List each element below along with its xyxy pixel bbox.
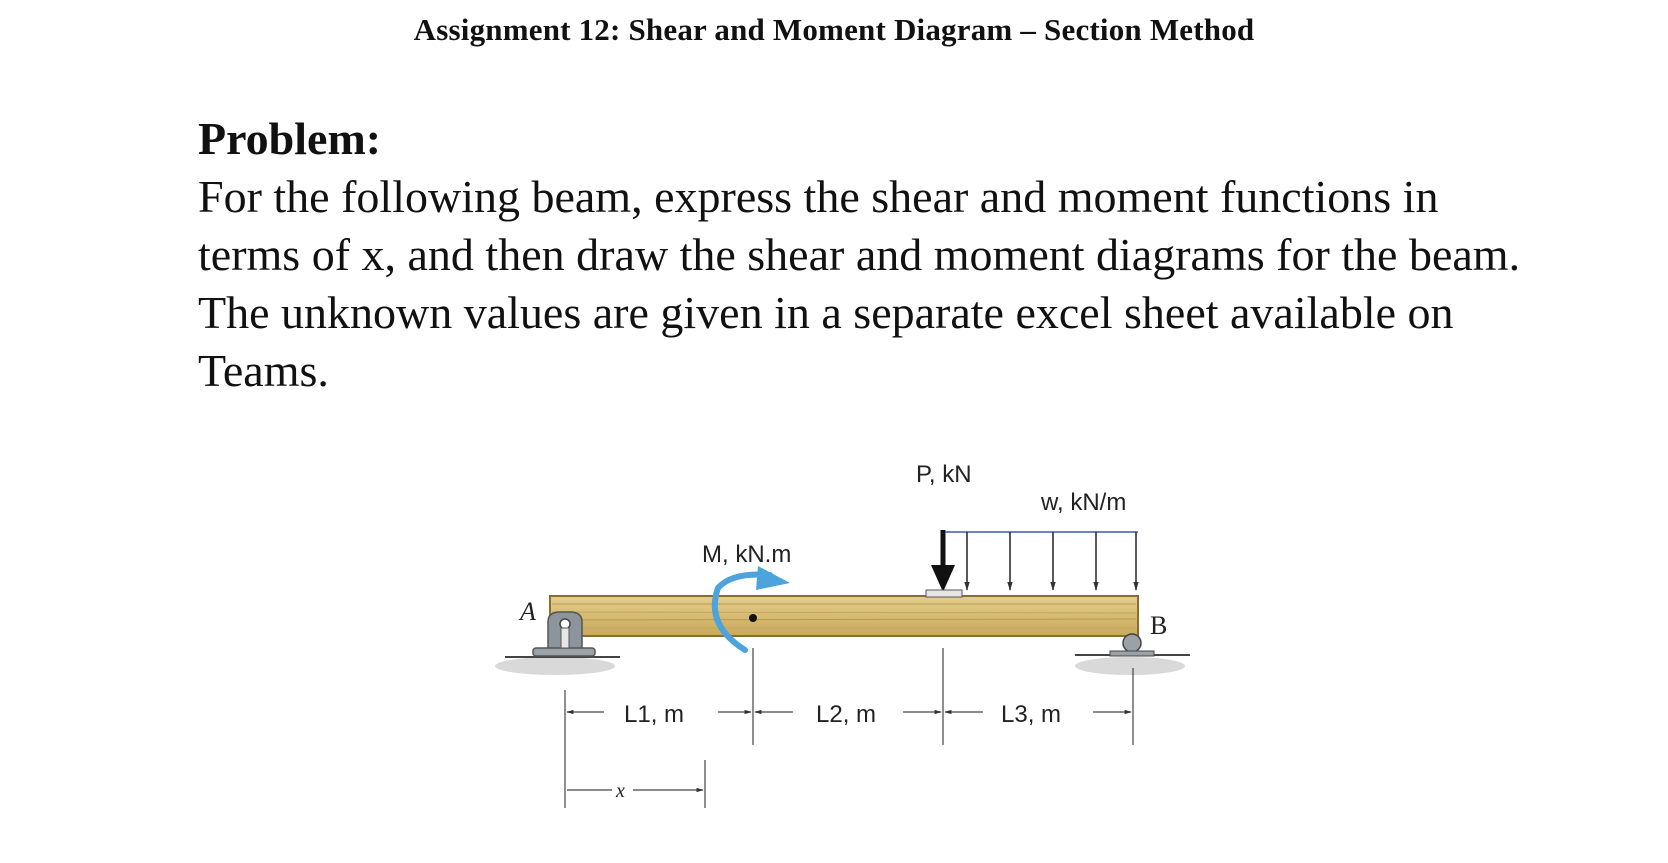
problem-paragraph-1: For the following beam, express the shear and moment functions in terms of x, and then draw the shear and moment diagrams for the beam. <box>198 171 1521 280</box>
dimension-lines <box>565 648 1133 808</box>
problem-paragraph-2: The unknown values are given in a separate excel sheet available on Teams. <box>198 287 1454 396</box>
point-load-arrow <box>926 530 962 597</box>
problem-heading: Problem: <box>198 113 382 164</box>
distributed-load <box>945 532 1138 590</box>
distributed-load-label: w, kN/m <box>1041 489 1127 516</box>
moment-label: M, kN.m <box>702 541 792 568</box>
beam <box>550 596 1138 636</box>
point-load-label: P, kN <box>916 461 972 488</box>
assignment-title: Assignment 12: Shear and Moment Diagram – Section Method <box>413 12 1255 47</box>
segment-label-l1: L1, m <box>624 701 685 728</box>
ground-a <box>495 657 620 675</box>
segment-label-l2: L2, m <box>816 701 877 728</box>
roller-support-b <box>1110 634 1154 656</box>
support-b-label: B <box>1150 611 1168 640</box>
x-label: x <box>616 780 625 802</box>
segment-label-l3: L3, m <box>1001 701 1062 728</box>
support-a-label: A <box>520 597 536 626</box>
